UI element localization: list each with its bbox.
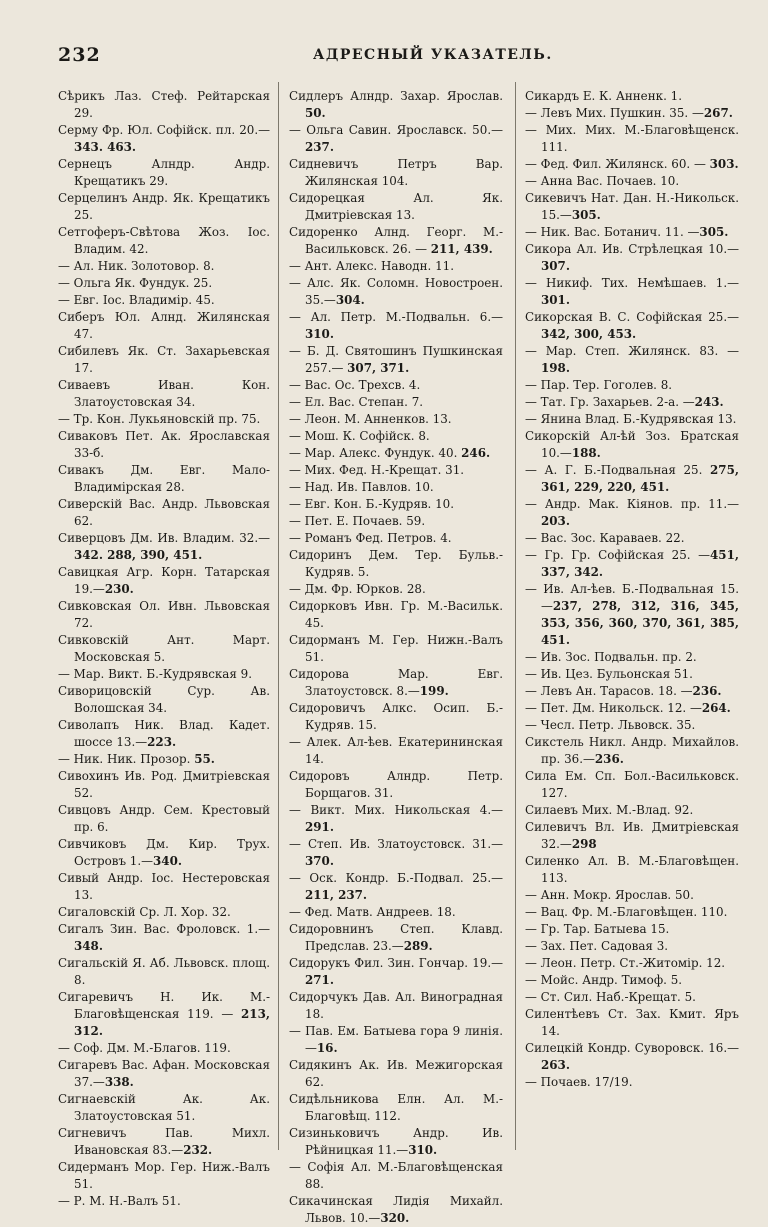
- directory-entry: [525, 717, 739, 734]
- directory-entry: [58, 598, 270, 632]
- directory-entry: [289, 1057, 503, 1091]
- entry-text: Сикевичъ Нат. Дан. Н.-Никольск. 15.—: [525, 191, 739, 222]
- entry-text: — Степ. Ив. Златоустовск. 31.—: [289, 837, 503, 851]
- entry-phone-numbers: 246.: [461, 446, 491, 460]
- entry-phone-numbers: 343. 463.: [74, 140, 137, 154]
- entry-phone-numbers: 213, 312.: [74, 1007, 270, 1038]
- directory-entry: [289, 224, 503, 258]
- directory-entry: [289, 513, 503, 530]
- directory-entry: [289, 700, 503, 734]
- entry-text: Сидоринъ Дем. Тер. Бульв.-Кудряв. 5.: [289, 548, 503, 579]
- directory-entry: [525, 802, 739, 819]
- entry-text: Сигалъ Зин. Вас. Фроловск. 1.—: [58, 922, 270, 936]
- entry-text: — Тр. Кон. Лукьяновскій пр. 75.: [58, 412, 261, 426]
- directory-entry: [58, 122, 270, 156]
- entry-phone-numbers: 298: [571, 837, 597, 851]
- entry-text: Силенко Ал. В. М.-Благовѣщен. 113.: [525, 854, 739, 885]
- directory-entry: [58, 428, 270, 462]
- entry-text: — Ив. Ал-ѣев. Б.-Подвальная 15.—: [525, 582, 739, 613]
- entry-phone-numbers: 348.: [74, 939, 103, 953]
- directory-entry: [58, 496, 270, 530]
- entry-phone-numbers: 310.: [408, 1143, 438, 1157]
- entry-text: Сивакъ Дм. Евг. Мало-Владимірская 28.: [58, 463, 270, 494]
- directory-entry: [289, 632, 503, 666]
- entry-text: Сиваковъ Пет. Ак. Ярославская 33-б.: [58, 429, 270, 460]
- entry-text: Сидорова Мар. Евг. Златоустовск. 8.—: [289, 667, 503, 698]
- entry-text: — Андр. Мак. Кіянов. пр. 11.—: [525, 497, 739, 511]
- entry-text: Сидорковъ Ивн. Гр. М.-Васильк. 45.: [289, 599, 503, 630]
- column-middle: [289, 88, 503, 1227]
- directory-entry: [289, 666, 503, 700]
- entry-text: Сидлеръ Алндр. Захар. Ярослав.: [289, 89, 503, 103]
- entry-phone-numbers: 267.: [703, 106, 733, 120]
- entry-text: Сетгоферъ-Свѣтова Жоз. Іос. Владим. 42.: [58, 225, 270, 256]
- entry-text: Сигаревъ Вас. Афан. Московская 37.—: [58, 1058, 270, 1089]
- entry-text: Сиваевъ Иван. Кон. Златоустовская 34.: [58, 378, 270, 409]
- entry-text: — Янина Влад. Б.-Кудрявская 13.: [525, 412, 737, 426]
- entry-text: Сидерманъ Мор. Гер. Ниж.-Валъ 51.: [58, 1160, 270, 1191]
- directory-entry: [289, 428, 503, 445]
- entry-text: Сикорскій Ал-ѣй Зоз. Братская 10.—: [525, 429, 739, 460]
- directory-entry: [289, 156, 503, 190]
- directory-entry: [58, 377, 270, 411]
- directory-entry: [525, 938, 739, 955]
- entry-text: — Пет. Дм. Никольск. 12. —: [525, 701, 702, 715]
- entry-text: Сидорманъ М. Гер. Нижн.-Валъ 51.: [289, 633, 503, 664]
- directory-entry: [525, 955, 739, 972]
- column-left: [58, 88, 270, 1210]
- entry-text: Сиворицовскій Сур. Ав. Волошская 34.: [58, 684, 270, 715]
- entry-text: — Евг. Іос. Владимір. 45.: [58, 293, 215, 307]
- directory-entry: [58, 836, 270, 870]
- directory-entry: [525, 887, 739, 904]
- entry-text: Сидоровъ Алндр. Петр. Борщагов. 31.: [289, 769, 503, 800]
- entry-text: Сиберъ Юл. Алнд. Жилянская 47.: [58, 310, 270, 341]
- entry-text: — Зах. Пет. Садовая 3.: [525, 939, 669, 953]
- directory-entry: [289, 411, 503, 428]
- entry-text: Сидорецкая Ал. Як. Дмитріевская 13.: [289, 191, 503, 222]
- column-divider: [278, 82, 279, 1150]
- entry-text: — Ник. Вас. Ботанич. 11. —: [525, 225, 700, 239]
- entry-text: — Ел. Вас. Степан. 7.: [289, 395, 424, 409]
- entry-text: — Тат. Гр. Захарьев. 2-а. —: [525, 395, 695, 409]
- directory-entry: [289, 258, 503, 275]
- directory-entry: [525, 173, 739, 190]
- directory-entry: [525, 105, 739, 122]
- directory-entry: [289, 1023, 503, 1057]
- entry-text: — Мар. Степ. Жилянск. 83. —: [525, 344, 739, 358]
- entry-text: Сикачинская Лидія Михайл. Львов. 10.—: [289, 1194, 503, 1225]
- entry-phone-numbers: 307, 371.: [347, 361, 410, 375]
- entry-phone-numbers: 188.: [571, 446, 601, 460]
- entry-text: — Гр. Тар. Батыева 15.: [525, 922, 670, 936]
- entry-phone-numbers: 310.: [305, 327, 334, 341]
- directory-entry: [289, 768, 503, 802]
- directory-entry: [525, 496, 739, 530]
- entry-phone-numbers: 289.: [403, 939, 433, 953]
- entry-text: — Чесл. Петр. Львовск. 35.: [525, 718, 696, 732]
- directory-entry: [289, 530, 503, 547]
- directory-entry: [289, 904, 503, 921]
- entry-text: — Мих. Фед. Н.-Крещат. 31.: [289, 463, 465, 477]
- entry-text: Серму Фр. Юл. Софійск. пл. 20.—: [58, 123, 270, 137]
- entry-text: Силаевъ Мих. М.-Влад. 92.: [525, 803, 694, 817]
- entry-phone-numbers: 236.: [594, 752, 624, 766]
- entry-phone-numbers: 50.: [305, 106, 326, 120]
- directory-entry: [289, 309, 503, 343]
- directory-entry: [525, 734, 739, 768]
- directory-entry: [525, 88, 739, 105]
- entry-phone-numbers: 199.: [419, 684, 449, 698]
- entry-phone-numbers: 304.: [335, 293, 365, 307]
- entry-text: Сигаревичъ Н. Ик. М.-Благовѣщенская 119. —: [58, 990, 270, 1021]
- directory-entry: [525, 921, 739, 938]
- directory-entry: [525, 530, 739, 547]
- directory-entry: [58, 989, 270, 1040]
- directory-entry: [525, 1006, 739, 1040]
- entry-text: — Леон. Петр. Ст.-Житомір. 12.: [525, 956, 726, 970]
- entry-phone-numbers: 305.: [571, 208, 601, 222]
- entry-text: — Р. М. Н.-Валъ 51.: [58, 1194, 181, 1208]
- directory-entry: [58, 224, 270, 258]
- directory-entry: [525, 972, 739, 989]
- entry-phone-numbers: 307.: [541, 259, 570, 273]
- directory-entry: [525, 343, 739, 377]
- directory-entry: [525, 377, 739, 394]
- entry-phone-numbers: 305.: [699, 225, 729, 239]
- directory-entry: [289, 921, 503, 955]
- directory-entry: [58, 88, 270, 122]
- entry-text: Сиверскій Вас. Андр. Львовская 62.: [58, 497, 270, 528]
- entry-text: — Алс. Як. Соломн. Новостроен. 35.—: [289, 276, 503, 307]
- entry-text: Сидорукъ Фил. Зин. Гончар. 19.—: [289, 956, 503, 970]
- entry-text: — Левъ Мих. Пушкин. 35. —: [525, 106, 704, 120]
- directory-entry: [58, 870, 270, 904]
- directory-entry: [58, 156, 270, 190]
- directory-entry: [525, 156, 739, 173]
- directory-entry: [525, 853, 739, 887]
- entry-text: Сиволапъ Ник. Влад. Кадет. шоссе 13.—: [58, 718, 270, 749]
- entry-phone-numbers: 237.: [305, 140, 334, 154]
- directory-entry: [58, 768, 270, 802]
- directory-entry: [58, 632, 270, 666]
- entry-phone-numbers: 275, 361, 229, 220, 451.: [541, 463, 739, 494]
- entry-text: — Никиф. Тих. Немѣшаев. 1.—: [525, 276, 739, 290]
- directory-entry: [289, 870, 503, 904]
- entry-text: Сила Ем. Сп. Бол.-Васильковск. 127.: [525, 769, 739, 800]
- entry-text: — Анн. Мокр. Ярослав. 50.: [525, 888, 694, 902]
- directory-entry: [289, 802, 503, 836]
- directory-entry: [58, 564, 270, 598]
- entry-text: Сидорчукъ Дав. Ал. Виноградная 18.: [289, 990, 503, 1021]
- entry-phone-numbers: 451, 337, 342.: [541, 548, 739, 579]
- directory-entry: [525, 768, 739, 802]
- entry-text: — Софія Ал. М.-Благовѣщенская 88.: [289, 1160, 503, 1191]
- entry-phone-numbers: 301.: [541, 293, 570, 307]
- entry-text: Силецкій Кондр. Суворовск. 16.—: [525, 1041, 739, 1055]
- entry-phone-numbers: 320.: [380, 1211, 410, 1225]
- entry-phone-numbers: 291.: [305, 820, 334, 834]
- entry-text: — Вас. Зос. Караваев. 22.: [525, 531, 685, 545]
- entry-phone-numbers: 55.: [194, 752, 215, 766]
- directory-entry: [289, 1091, 503, 1125]
- directory-entry: [289, 989, 503, 1023]
- directory-entry: [289, 1159, 503, 1193]
- directory-entry: [58, 1159, 270, 1193]
- column-divider: [515, 82, 516, 1150]
- directory-entry: [525, 462, 739, 496]
- directory-entry: [525, 1074, 739, 1091]
- entry-text: Сигаловскій Ср. Л. Хор. 32.: [58, 905, 231, 919]
- directory-entry: [525, 904, 739, 921]
- entry-phone-numbers: 271.: [305, 973, 334, 987]
- directory-entry: [58, 1125, 270, 1159]
- entry-text: — Мар. Алекс. Фундук. 40.: [289, 446, 462, 460]
- directory-entry: [58, 343, 270, 377]
- directory-entry: [525, 411, 739, 428]
- entry-text: — Б. Д. Святошинъ Пушкинская 257.—: [289, 344, 503, 375]
- directory-entry: [58, 1091, 270, 1125]
- directory-entry: [58, 292, 270, 309]
- directory-entry: [525, 649, 739, 666]
- entry-text: — Фед. Фил. Жилянск. 60. —: [525, 157, 710, 171]
- directory-entry: [525, 241, 739, 275]
- entry-text: — Анна Вас. Почаев. 10.: [525, 174, 680, 188]
- directory-entry: [289, 122, 503, 156]
- entry-text: — Евг. Кон. Б.-Кудряв. 10.: [289, 497, 455, 511]
- directory-entry: [289, 547, 503, 581]
- directory-entry: [289, 343, 503, 377]
- entry-text: — Романъ Фед. Петров. 4.: [289, 531, 452, 545]
- directory-entry: [58, 802, 270, 836]
- directory-entry: [289, 445, 503, 462]
- entry-text: — Левъ Ан. Тарасов. 18. —: [525, 684, 693, 698]
- entry-text: — Пав. Ем. Батыева гора 9 линія.—: [289, 1024, 503, 1055]
- entry-text: — Ив. Зос. Подвальн. пр. 2.: [525, 650, 697, 664]
- directory-entry: [289, 275, 503, 309]
- directory-entry: [289, 394, 503, 411]
- entry-phone-numbers: 230.: [104, 582, 134, 596]
- entry-text: Силевичъ Вл. Ив. Дмитріевская 32.—: [525, 820, 739, 851]
- directory-entry: [58, 666, 270, 683]
- entry-text: — Оск. Кондр. Б.-Подвал. 25.—: [289, 871, 503, 885]
- directory-entry: [58, 955, 270, 989]
- entry-text: — Пет. Е. Почаев. 59.: [289, 514, 426, 528]
- entry-phone-numbers: 338.: [104, 1075, 134, 1089]
- entry-text: Сиверцовъ Дм. Ив. Владим. 32.—: [58, 531, 270, 545]
- entry-phone-numbers: 243.: [694, 395, 724, 409]
- entry-text: Сикора Ал. Ив. Стрѣлецкая 10.—: [525, 242, 739, 256]
- directory-entry: [289, 479, 503, 496]
- entry-text: Сигальскій Я. Аб. Львовск. площ. 8.: [58, 956, 270, 987]
- entry-text: — Вац. Фр. М.-Благовѣщен. 110.: [525, 905, 728, 919]
- entry-phone-numbers: 370.: [305, 854, 334, 868]
- entry-phone-numbers: 342. 288, 390, 451.: [74, 548, 203, 562]
- entry-text: Силентѣевъ Ст. Зах. Кмит. Яръ 14.: [525, 1007, 739, 1038]
- page-number: 232: [58, 44, 101, 66]
- entry-text: — Ольга Савин. Ярославск. 50.—: [289, 123, 503, 137]
- directory-entry: [525, 666, 739, 683]
- entry-phone-numbers: 342, 300, 453.: [541, 327, 637, 341]
- directory-entry: [58, 275, 270, 292]
- entry-phone-numbers: 237, 278, 312, 316, 345, 353, 356, 360, 370, 361, 385, 451.: [541, 599, 739, 647]
- column-right: [525, 88, 739, 1091]
- entry-text: Сидоровнинъ Степ. Клавд. Предслав. 23.—: [289, 922, 503, 953]
- directory-entry: [525, 428, 739, 462]
- directory-entry: [58, 717, 270, 751]
- entry-text: Сидѣльникова Елн. Ал. М.-Благовѣщ. 112.: [289, 1092, 503, 1123]
- directory-entry: [289, 581, 503, 598]
- entry-text: Сидневичъ Петръ Вар. Жилянская 104.: [289, 157, 503, 188]
- entry-text: Сѣрикъ Лаз. Стеф. Рейтарская 29.: [58, 89, 270, 120]
- entry-text: — Ант. Алекс. Наводн. 11.: [289, 259, 455, 273]
- directory-entry: [289, 955, 503, 989]
- directory-entry: [525, 581, 739, 649]
- directory-entry: [289, 462, 503, 479]
- directory-entry: [525, 309, 739, 343]
- entry-text: — Ник. Ник. Прозор.: [58, 752, 195, 766]
- directory-entry: [525, 275, 739, 309]
- entry-text: — А. Г. Б.-Подвальная 25.: [525, 463, 711, 477]
- entry-text: Сикорская В. С. Софійская 25.—: [525, 310, 739, 324]
- entry-phone-numbers: 223.: [147, 735, 177, 749]
- entry-phone-numbers: 211, 237.: [305, 888, 368, 902]
- entry-text: — Мих. Мих. М.-Благовѣщенск. 111.: [525, 123, 739, 154]
- directory-entry: [289, 1125, 503, 1159]
- directory-entry: [525, 190, 739, 224]
- directory-entry: [525, 547, 739, 581]
- directory-entry: [525, 700, 739, 717]
- entry-text: Сивчиковъ Дм. Кир. Трух. Островъ 1.—: [58, 837, 270, 868]
- directory-entry: [58, 751, 270, 768]
- directory-entry: [289, 734, 503, 768]
- directory-entry: [289, 190, 503, 224]
- directory-entry: [289, 496, 503, 513]
- directory-entry: [289, 598, 503, 632]
- directory-entry: [58, 190, 270, 224]
- entry-text: — Леон. М. Анненков. 13.: [289, 412, 452, 426]
- entry-text: Сернецъ Алндр. Андр. Крещатикъ 29.: [58, 157, 270, 188]
- entry-text: — Ал. Ник. Золотовор. 8.: [58, 259, 215, 273]
- entry-text: — Дм. Фр. Юрков. 28.: [289, 582, 426, 596]
- directory-entry: [58, 309, 270, 343]
- entry-text: Сивый Андр. Іос. Нестеровская 13.: [58, 871, 270, 902]
- entry-phone-numbers: 232.: [183, 1143, 213, 1157]
- entry-text: Сивохинъ Ив. Род. Дмитріевская 52.: [58, 769, 270, 800]
- entry-phone-numbers: 211, 439.: [430, 242, 493, 256]
- running-head: АДРЕСНЫЙ УКАЗАТЕЛЬ.: [313, 47, 553, 63]
- entry-phone-numbers: 203.: [541, 514, 570, 528]
- directory-entry: [525, 394, 739, 411]
- entry-phone-numbers: 303.: [709, 157, 739, 171]
- directory-entry: [58, 530, 270, 564]
- entry-text: Сидякинъ Ак. Ив. Межигорская 62.: [289, 1058, 503, 1089]
- entry-text: — Мош. К. Софійск. 8.: [289, 429, 430, 443]
- entry-text: — Гр. Гр. Софійская 25. —: [525, 548, 711, 562]
- entry-text: — Почаев. 17/19.: [525, 1075, 633, 1089]
- entry-text: — Над. Ив. Павлов. 10.: [289, 480, 434, 494]
- directory-entry: [58, 258, 270, 275]
- entry-text: — Фед. Матв. Андреев. 18.: [289, 905, 456, 919]
- directory-entry: [289, 377, 503, 394]
- directory-entry: [58, 1057, 270, 1091]
- entry-text: Сикардъ Е. К. Анненк. 1.: [525, 89, 682, 103]
- directory-entry: [525, 122, 739, 156]
- directory-entry: [58, 683, 270, 717]
- directory-entry: [525, 1040, 739, 1074]
- directory-entry: [58, 1040, 270, 1057]
- directory-entry: [58, 411, 270, 428]
- entry-text: — Ольга Як. Фундук. 25.: [58, 276, 213, 290]
- directory-entry: [58, 462, 270, 496]
- entry-text: Сизиньковичъ Андр. Ив. Рѣйницкая 11.—: [289, 1126, 503, 1157]
- entry-text: Сидоренко Алнд. Георг. М.-Васильковск. 26. —: [289, 225, 503, 256]
- entry-text: Сигневичъ Пав. Михл. Ивановская 83.—: [58, 1126, 270, 1157]
- entry-text: — Пар. Тер. Гоголев. 8.: [525, 378, 673, 392]
- directory-entry: [58, 921, 270, 955]
- entry-phone-numbers: 236.: [692, 684, 722, 698]
- directory-entry: [289, 836, 503, 870]
- directory-entry: [525, 819, 739, 853]
- directory-entry: [289, 1193, 503, 1227]
- directory-entry: [58, 904, 270, 921]
- entry-phone-numbers: 16.: [316, 1041, 338, 1055]
- entry-text: Сидоровичъ Алкс. Осип. Б.-Кудряв. 15.: [289, 701, 503, 732]
- entry-text: Сибилевъ Як. Ст. Захарьевская 17.: [58, 344, 270, 375]
- directory-entry: [289, 88, 503, 122]
- directory-entry: [58, 1193, 270, 1210]
- entry-text: Сигнаевскій Ак. Ак. Златоустовская 51.: [58, 1092, 270, 1123]
- entry-text: — Мар. Викт. Б.-Кудрявская 9.: [58, 667, 253, 681]
- directory-entry: [525, 989, 739, 1006]
- directory-entry: [525, 683, 739, 700]
- directory-entry: [525, 224, 739, 241]
- entry-phone-numbers: 340.: [153, 854, 182, 868]
- entry-text: Сивковскій Ант. Март. Московская 5.: [58, 633, 270, 664]
- entry-phone-numbers: 263.: [541, 1058, 570, 1072]
- entry-text: Серцелинъ Андр. Як. Крещатикъ 25.: [58, 191, 270, 222]
- entry-text: — Вас. Ос. Трехсв. 4.: [289, 378, 421, 392]
- entry-text: Сикстель Никл. Андр. Михайлов. пр. 36.—: [525, 735, 739, 766]
- entry-text: — Алек. Ал-ѣев. Екатерининская 14.: [289, 735, 503, 766]
- entry-text: — Соф. Дм. М.-Благов. 119.: [58, 1041, 231, 1055]
- entry-text: — Мойс. Андр. Тимоф. 5.: [525, 973, 683, 987]
- entry-text: — Ив. Цез. Бульонская 51.: [525, 667, 693, 681]
- entry-text: — Ст. Сил. Наб.-Крещат. 5.: [525, 990, 696, 1004]
- entry-text: Савицкая Агр. Корн. Татарская 19.—: [58, 565, 270, 596]
- entry-text: Сивковская Ол. Ивн. Львовская 72.: [58, 599, 270, 630]
- page-header: [58, 44, 708, 66]
- entry-text: — Ал. Петр. М.-Подвальн. 6.—: [289, 310, 503, 324]
- entry-phone-numbers: 264.: [701, 701, 731, 715]
- entry-phone-numbers: 198.: [541, 361, 570, 375]
- entry-text: — Викт. Мих. Никольская 4.—: [289, 803, 503, 817]
- entry-text: Сивцовъ Андр. Сем. Крестовый пр. 6.: [58, 803, 270, 834]
